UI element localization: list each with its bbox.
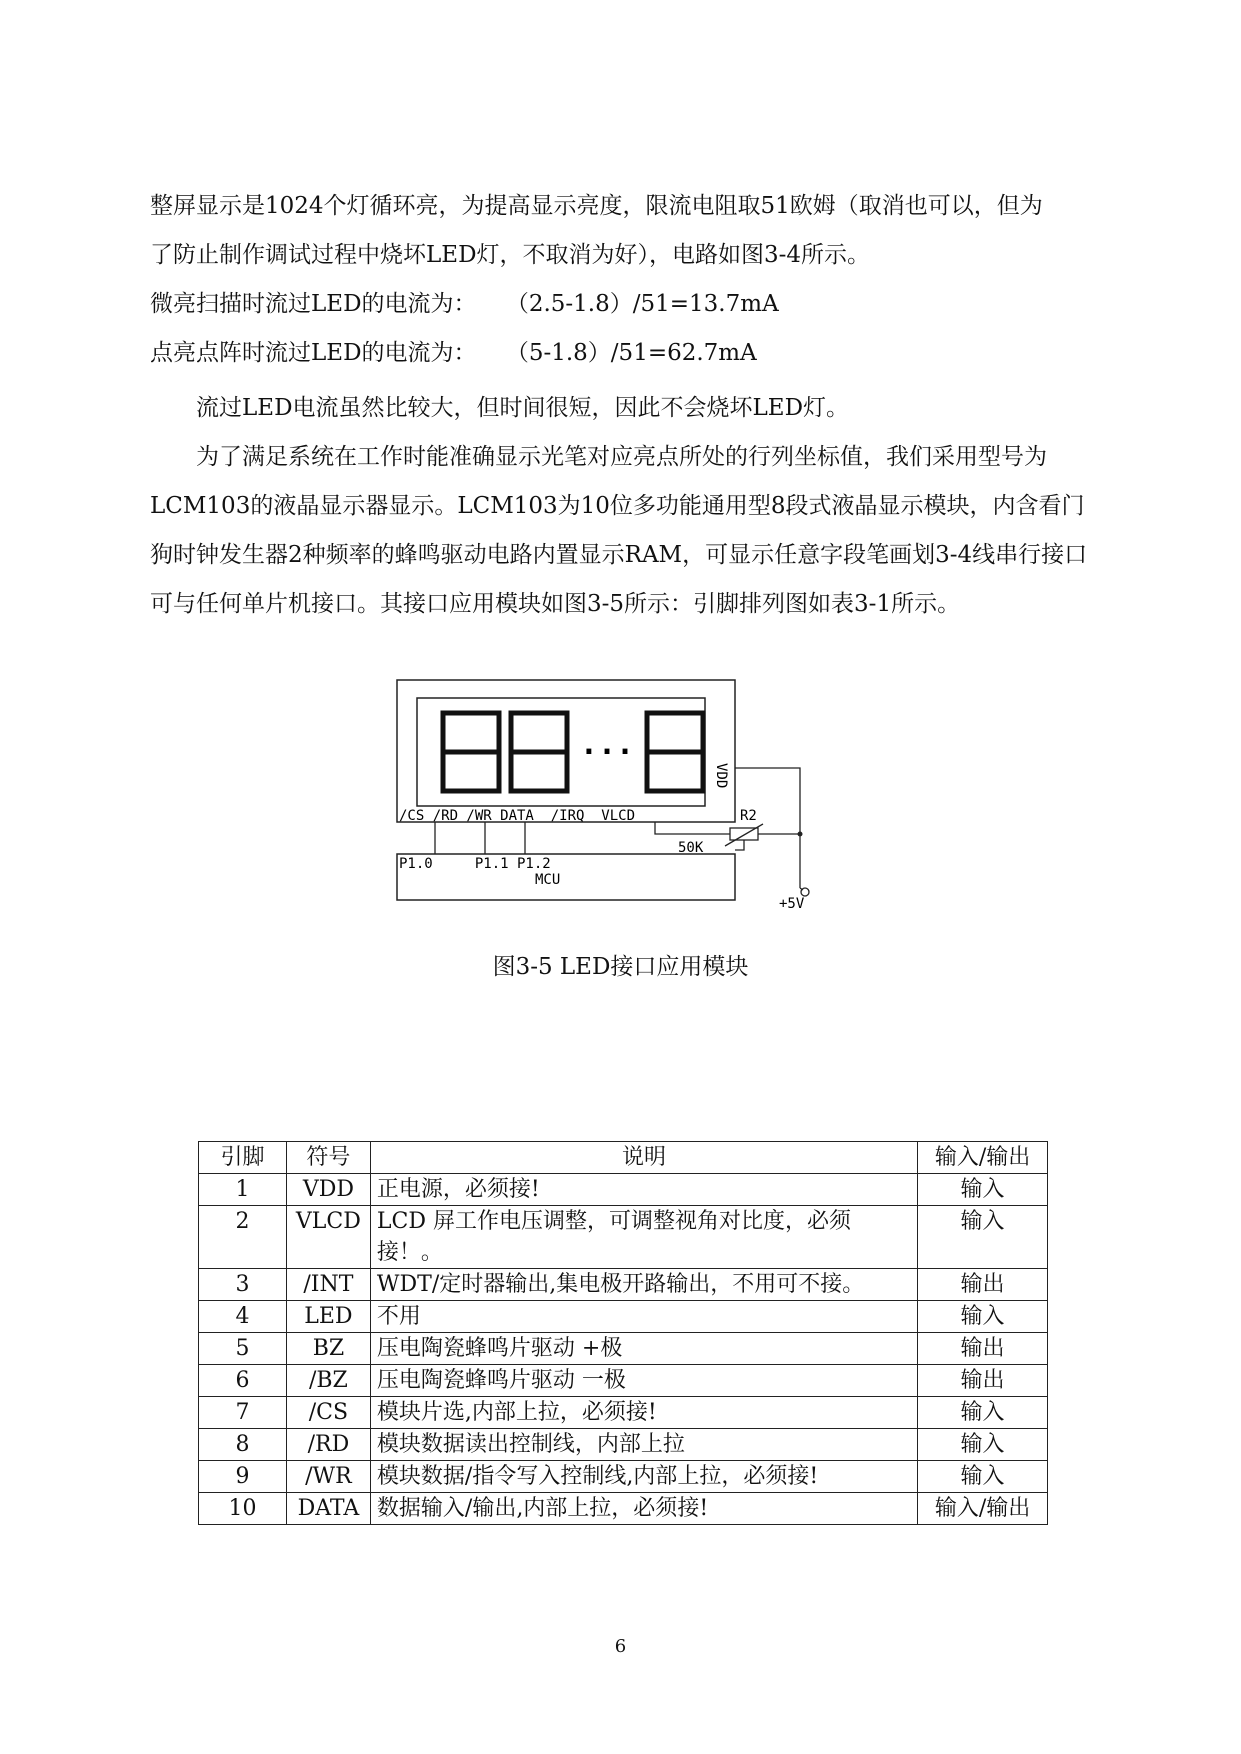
pin-description-cell: 压电陶瓷蜂鸣片驱动 +极	[370, 1333, 917, 1365]
pin-number-cell: 1	[199, 1174, 287, 1206]
mcu-label: MCU	[535, 872, 561, 888]
pin-number-cell: 2	[199, 1206, 287, 1269]
pin-symbol-cell: BZ	[286, 1333, 370, 1365]
pin-symbol-cell: DATA	[286, 1493, 370, 1525]
pin-description-cell: WDT/定时器输出,集电极开路输出，不用可不接。	[370, 1269, 917, 1301]
pin-direction-cell: 输入	[918, 1429, 1048, 1461]
pin-description-cell: 模块数据读出控制线，内部上拉	[370, 1429, 917, 1461]
paragraph-led-current: 流过LED电流虽然比较大，但时间很短，因此不会烧坏LED灯。	[196, 395, 850, 421]
vdd-label: VDD	[713, 763, 729, 789]
supply-label: +5V	[779, 896, 805, 912]
table-row	[199, 1397, 1048, 1429]
header-description: 说明	[370, 1142, 917, 1174]
lcd-interface-diagram	[395, 678, 855, 913]
pin-direction-cell: 输入	[918, 1461, 1048, 1493]
intro-block	[150, 190, 1100, 370]
pin-number-cell: 6	[199, 1365, 287, 1397]
digit-8-last	[647, 713, 703, 791]
pin-number-cell: 9	[199, 1461, 287, 1493]
pin-description-cell: 正电源，必须接!	[370, 1174, 917, 1206]
pin-number-cell: 3	[199, 1269, 287, 1301]
pin-labels: /CS /RD /WR DATA /IRQ VLCD	[399, 808, 636, 824]
pin-number-cell: 5	[199, 1333, 287, 1365]
table-header-row	[199, 1142, 1048, 1174]
wiper-wire	[735, 840, 744, 850]
pin-description-cell: 不用	[370, 1301, 917, 1333]
table-row	[199, 1333, 1048, 1365]
pin-direction-cell: 输入/输出	[918, 1493, 1048, 1525]
pin-symbol-cell: VDD	[286, 1174, 370, 1206]
digit-ellipsis: ···	[579, 735, 635, 770]
pin-direction-cell: 输出	[918, 1269, 1048, 1301]
pin-table-body	[199, 1174, 1048, 1525]
body-paragraphs	[150, 384, 1100, 629]
vdd-wire	[735, 768, 800, 834]
pin-symbol-cell: /BZ	[286, 1365, 370, 1397]
table-row	[199, 1206, 1048, 1269]
current-full-line	[150, 337, 1100, 370]
mcu-port-labels: P1.0 P1.1 P1.2	[399, 856, 551, 872]
page-number: 6	[614, 1636, 627, 1657]
table-row	[199, 1365, 1048, 1397]
pin-table	[198, 1141, 1048, 1525]
current-full-formula: （5-1.8）/51=62.7mA	[505, 340, 757, 366]
pin-symbol-cell: VLCD	[286, 1206, 370, 1269]
table-row	[199, 1461, 1048, 1493]
pin-number-cell: 10	[199, 1493, 287, 1525]
header-symbol: 符号	[286, 1142, 370, 1174]
table-row	[199, 1174, 1048, 1206]
pin-description-cell: 模块片选,内部上拉，必须接!	[370, 1397, 917, 1429]
pin-symbol-cell: /CS	[286, 1397, 370, 1429]
pin-direction-cell: 输入	[918, 1301, 1048, 1333]
digit-8-first	[443, 713, 499, 791]
header-pin: 引脚	[199, 1142, 287, 1174]
pin-description-cell: 模块数据/指令写入控制线,内部上拉，必须接!	[370, 1461, 917, 1493]
intro-line-2: 了防止制作调试过程中烧坏LED灯，不取消为好），电路如图3-4所示。	[150, 242, 871, 268]
current-dim-line	[150, 288, 1100, 321]
pin-number-cell: 4	[199, 1301, 287, 1333]
table-row	[199, 1301, 1048, 1333]
pin-symbol-cell: /RD	[286, 1429, 370, 1461]
pin-direction-cell: 输入	[918, 1174, 1048, 1206]
table-row	[199, 1429, 1048, 1461]
pin-symbol-cell: LED	[286, 1301, 370, 1333]
r2-label: R2	[740, 808, 757, 824]
paragraph-lcm103: 为了满足系统在工作时能准确显示光笔对应亮点所处的行列坐标值，我们采用型号为LCM103的液晶显示器显示。LCM103为10位多功能通用型8段式液晶显示模块，内含看门狗时钟发生器2种频率的蜂鸣驱动电路内置显示RAM，可显示任意字段笔画划3-4线串行接口可与任何单片机接口。其接口应用模块如图3-5所示：引脚排列图如表3-1所示。	[150, 444, 1088, 617]
pin-description-cell: LCD 屏工作电压调整，可调整视角对比度，必须接！。	[370, 1206, 917, 1269]
current-full-label: 点亮点阵时流过LED的电流为：	[150, 340, 477, 366]
pin-symbol-cell: /WR	[286, 1461, 370, 1493]
pin-direction-cell: 输入	[918, 1206, 1048, 1269]
figure-caption: 图3-5 LED接口应用模块	[492, 954, 749, 980]
pin-symbol-cell: /INT	[286, 1269, 370, 1301]
pin-number-cell: 7	[199, 1397, 287, 1429]
pin-description-cell: 压电陶瓷蜂鸣片驱动 一极	[370, 1365, 917, 1397]
pin-number-cell: 8	[199, 1429, 287, 1461]
header-direction: 输入/输出	[918, 1142, 1048, 1174]
resistor-value: 50K	[678, 840, 704, 856]
table-row	[199, 1269, 1048, 1301]
table-row	[199, 1493, 1048, 1525]
current-dim-formula: （2.5-1.8）/51=13.7mA	[505, 291, 779, 317]
digit-8-second	[511, 713, 567, 791]
vlcd-wire	[655, 822, 730, 834]
current-dim-label: 微亮扫描时流过LED的电流为：	[150, 291, 477, 317]
pin-direction-cell: 输入	[918, 1397, 1048, 1429]
pin-description-cell: 数据输入/输出,内部上拉，必须接!	[370, 1493, 917, 1525]
intro-line-1: 整屏显示是1024个灯循环亮，为提高显示亮度，限流电阻取51欧姆（取消也可以，但为	[150, 193, 1043, 219]
pin-direction-cell: 输出	[918, 1365, 1048, 1397]
pin-direction-cell: 输出	[918, 1333, 1048, 1365]
